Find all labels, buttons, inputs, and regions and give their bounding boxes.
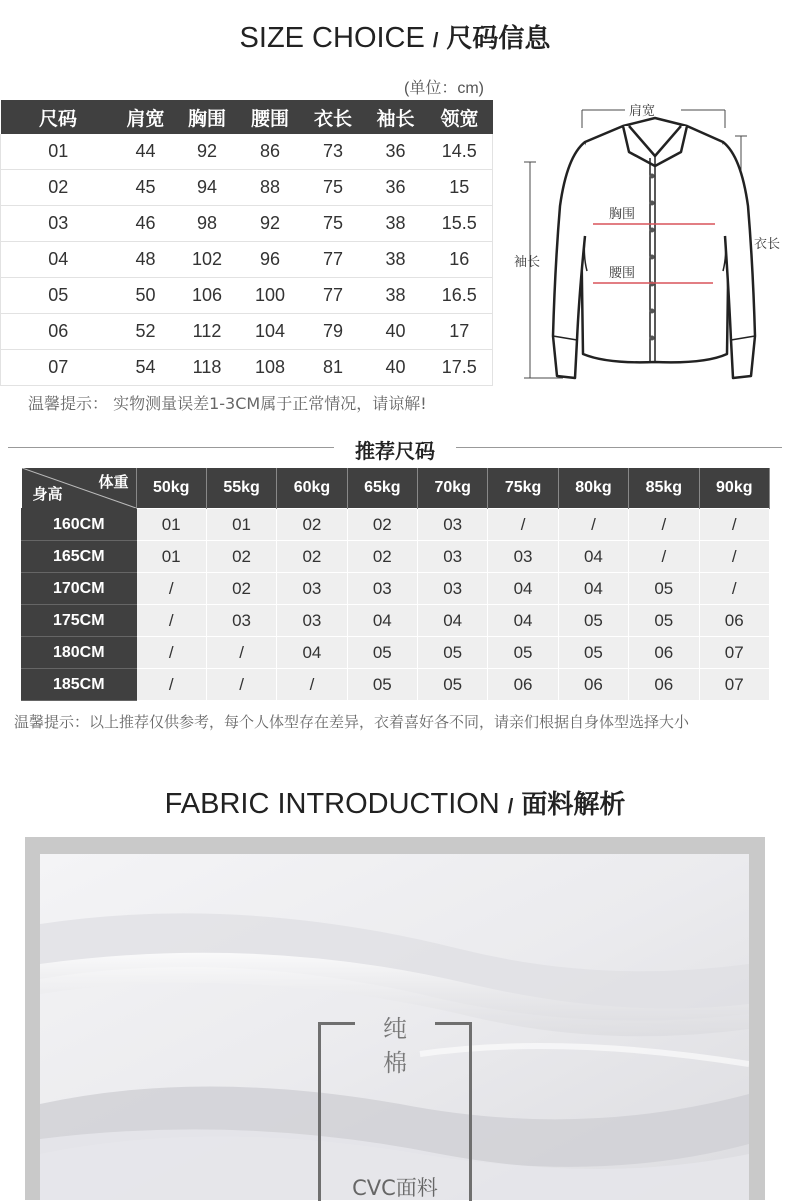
height-cell: 160CM [22, 509, 137, 541]
recommend-row [22, 669, 770, 701]
size-value-cell: 100 [239, 278, 302, 314]
recommended-size-cell: 03 [277, 573, 347, 605]
size-value-cell: 38 [365, 206, 427, 242]
weight-header-cell: 70kg [418, 468, 488, 509]
size-table-row [1, 314, 493, 350]
recommended-size-cell: / [699, 541, 770, 573]
unit-note: (单位：cm) [404, 80, 484, 97]
recommended-size-cell: / [558, 509, 628, 541]
size-header-cell: 衣长 [302, 100, 365, 134]
size-header-cell: 肩宽 [116, 100, 176, 134]
fabric-word-line2: 棉 [383, 1049, 407, 1077]
recommend-row [22, 605, 770, 637]
diagram-label-sleeve: 袖长 [514, 255, 541, 270]
recommend-tip-text: 温馨提示：以上推荐仅供参考，每个人体型存在差异，衣着喜好各不同，请亲们根据自身体型选择大小 [14, 713, 690, 731]
size-code-cell: 03 [1, 206, 116, 242]
height-cell: 185CM [22, 669, 137, 701]
recommended-size-cell: 03 [277, 605, 347, 637]
size-value-cell: 104 [239, 314, 302, 350]
weight-header-cell: 60kg [277, 468, 347, 509]
size-table [0, 100, 493, 386]
recommended-size-cell: / [136, 605, 206, 637]
corner-cell [22, 468, 137, 509]
fabric-word [370, 1012, 420, 1080]
recommended-size-cell: 06 [558, 669, 628, 701]
recommended-size-cell: / [206, 637, 276, 669]
fabric-word-line1: 纯 [383, 1015, 407, 1043]
size-value-cell: 40 [365, 314, 427, 350]
size-code-cell: 06 [1, 314, 116, 350]
height-cell: 180CM [22, 637, 137, 669]
size-value-cell: 36 [365, 170, 427, 206]
size-header-cell: 袖长 [365, 100, 427, 134]
recommended-size-cell: 06 [629, 637, 699, 669]
size-value-cell: 92 [176, 134, 239, 170]
recommended-size-cell: 03 [488, 541, 558, 573]
recommend-row [22, 541, 770, 573]
recommended-size-cell: 03 [418, 541, 488, 573]
recommended-size-cell: 04 [488, 605, 558, 637]
size-value-cell: 44 [116, 134, 176, 170]
recommended-size-cell: 04 [347, 605, 417, 637]
recommended-size-cell: 04 [558, 573, 628, 605]
size-code-cell: 05 [1, 278, 116, 314]
corner-height-label: 身高 [32, 485, 63, 503]
size-value-cell: 118 [176, 350, 239, 386]
size-value-cell: 108 [239, 350, 302, 386]
size-value-cell: 86 [239, 134, 302, 170]
recommend-header-row [22, 468, 770, 509]
size-value-cell: 17 [427, 314, 493, 350]
size-value-cell: 45 [116, 170, 176, 206]
weight-header-cell: 90kg [699, 468, 770, 509]
weight-header-cell: 65kg [347, 468, 417, 509]
diagram-label-chest: 胸围 [609, 207, 636, 222]
size-value-cell: 102 [176, 242, 239, 278]
height-cell: 175CM [22, 605, 137, 637]
recommended-size-cell: / [699, 573, 770, 605]
diagram-label-shoulder: 肩宽 [629, 104, 656, 119]
recommend-row [22, 573, 770, 605]
size-header-cell: 腰围 [239, 100, 302, 134]
recommended-size-cell: 05 [418, 669, 488, 701]
size-value-cell: 15.5 [427, 206, 493, 242]
recommended-size-cell: 02 [206, 541, 276, 573]
size-code-cell: 07 [1, 350, 116, 386]
size-table-row [1, 350, 493, 386]
recommend-row [22, 637, 770, 669]
size-value-cell: 17.5 [427, 350, 493, 386]
size-value-cell: 81 [302, 350, 365, 386]
fabric-section-title [0, 784, 790, 821]
recommended-size-cell: 02 [347, 509, 417, 541]
size-title-cn: 尺码信息 [446, 24, 551, 54]
size-value-cell: 75 [302, 206, 365, 242]
diagram-label-length: 衣长 [754, 237, 781, 252]
weight-header-cell: 55kg [206, 468, 276, 509]
recommended-size-cell: 03 [347, 573, 417, 605]
diagram-label-waist: 腰围 [609, 266, 636, 281]
recommended-size-cell: / [629, 509, 699, 541]
size-value-cell: 38 [365, 242, 427, 278]
recommended-size-cell: 07 [699, 669, 770, 701]
height-cell: 165CM [22, 541, 137, 573]
recommended-size-cell: 05 [558, 637, 628, 669]
size-table-row [1, 134, 493, 170]
weight-header-cell: 80kg [558, 468, 628, 509]
recommended-size-cell: 05 [418, 637, 488, 669]
recommended-size-cell: 06 [699, 605, 770, 637]
recommended-size-cell: 04 [558, 541, 628, 573]
recommended-size-cell: 02 [277, 541, 347, 573]
size-value-cell: 16 [427, 242, 493, 278]
recommended-size-cell: 05 [347, 669, 417, 701]
recommended-size-cell: 05 [558, 605, 628, 637]
recommended-size-cell: 05 [629, 605, 699, 637]
size-value-cell: 79 [302, 314, 365, 350]
recommend-table [21, 468, 770, 701]
size-code-cell: 01 [1, 134, 116, 170]
weight-header-cell: 85kg [629, 468, 699, 509]
size-value-cell: 52 [116, 314, 176, 350]
recommended-size-cell: / [136, 669, 206, 701]
size-value-cell: 92 [239, 206, 302, 242]
recommended-size-cell: 03 [418, 573, 488, 605]
recommend-header [8, 432, 782, 462]
size-table-row [1, 170, 493, 206]
recommended-size-cell: / [136, 573, 206, 605]
size-section-title [0, 18, 790, 55]
size-value-cell: 94 [176, 170, 239, 206]
recommended-size-cell: 01 [136, 541, 206, 573]
recommended-size-cell: 07 [699, 637, 770, 669]
recommended-size-cell: 04 [418, 605, 488, 637]
recommended-size-cell: 05 [347, 637, 417, 669]
recommended-size-cell: 02 [347, 541, 417, 573]
recommended-size-cell: / [277, 669, 347, 701]
height-cell: 170CM [22, 573, 137, 605]
recommended-size-cell: 02 [277, 509, 347, 541]
recommended-size-cell: / [206, 669, 276, 701]
weight-header-cell: 75kg [488, 468, 558, 509]
size-table-row [1, 278, 493, 314]
size-value-cell: 15 [427, 170, 493, 206]
recommended-size-cell: / [699, 509, 770, 541]
fabric-material-label: CVC面料 [352, 1176, 438, 1200]
size-value-cell: 73 [302, 134, 365, 170]
size-value-cell: 75 [302, 170, 365, 206]
recommended-size-cell: / [488, 509, 558, 541]
size-value-cell: 106 [176, 278, 239, 314]
fabric-title-separator: / [507, 796, 514, 818]
recommended-size-cell: 05 [629, 573, 699, 605]
size-code-cell: 04 [1, 242, 116, 278]
size-value-cell: 40 [365, 350, 427, 386]
fabric-title-en: FABRIC INTRODUCTION [164, 788, 500, 820]
size-table-row [1, 206, 493, 242]
recommended-size-cell: 03 [418, 509, 488, 541]
fabric-title-cn: 面料解析 [521, 790, 626, 820]
size-header-cell: 领宽 [427, 100, 493, 134]
corner-weight-label: 体重 [98, 473, 129, 491]
size-value-cell: 50 [116, 278, 176, 314]
size-value-cell: 77 [302, 242, 365, 278]
recommended-size-cell: 02 [206, 573, 276, 605]
size-value-cell: 77 [302, 278, 365, 314]
recommended-size-cell: 03 [206, 605, 276, 637]
size-value-cell: 54 [116, 350, 176, 386]
size-title-separator: / [432, 30, 439, 52]
recommended-size-cell: 01 [136, 509, 206, 541]
size-value-cell: 48 [116, 242, 176, 278]
size-value-cell: 38 [365, 278, 427, 314]
size-value-cell: 98 [176, 206, 239, 242]
recommended-size-cell: 04 [488, 573, 558, 605]
shirt-measurement-diagram [505, 96, 790, 386]
recommended-size-cell: 06 [488, 669, 558, 701]
recommended-size-cell: 05 [488, 637, 558, 669]
size-code-cell: 02 [1, 170, 116, 206]
size-value-cell: 14.5 [427, 134, 493, 170]
size-header-cell: 尺码 [1, 100, 116, 134]
size-title-en: SIZE CHOICE [239, 22, 425, 54]
recommended-size-cell: 01 [206, 509, 276, 541]
recommended-size-cell: 06 [629, 669, 699, 701]
size-value-cell: 46 [116, 206, 176, 242]
recommended-size-cell: / [136, 637, 206, 669]
recommend-title: 推荐尺码 [355, 439, 435, 463]
size-tip-text: 温馨提示： 实物测量误差1-3CM属于正常情况，请谅解! [28, 394, 427, 413]
recommend-row [22, 509, 770, 541]
size-value-cell: 36 [365, 134, 427, 170]
size-header-cell: 胸围 [176, 100, 239, 134]
size-value-cell: 88 [239, 170, 302, 206]
recommended-size-cell: 04 [277, 637, 347, 669]
size-value-cell: 96 [239, 242, 302, 278]
recommended-size-cell: / [629, 541, 699, 573]
size-table-header-row [1, 100, 493, 134]
weight-header-cell: 50kg [136, 468, 206, 509]
size-value-cell: 112 [176, 314, 239, 350]
size-table-row [1, 242, 493, 278]
size-value-cell: 16.5 [427, 278, 493, 314]
